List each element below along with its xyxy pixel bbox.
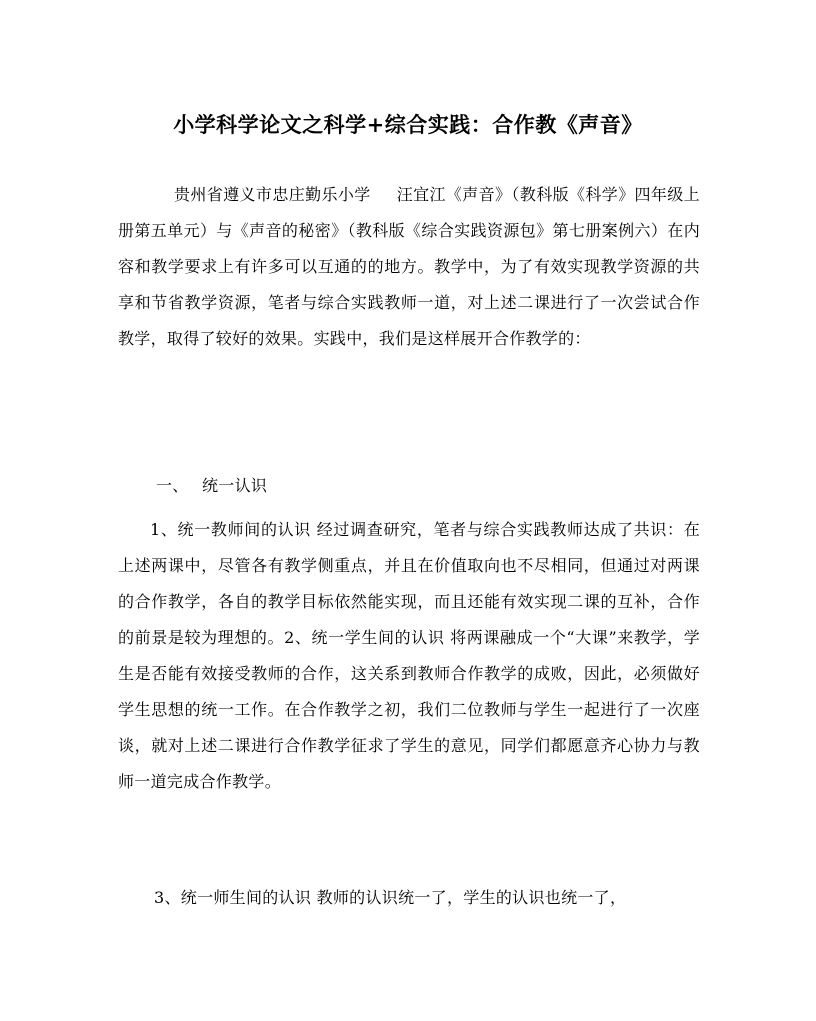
document-title: 小学科学论文之科学+综合实践：合作教《声音》 [173, 112, 643, 137]
intro-text: 《声音》（教科版《科学》四年级上册第五单元）与《声音的秘密》（教科版《综合实践资源包》第七册案例六）在内容和教学要求上有许多可以互通的的地方。教学中，为了有效实现教学资源的共享和节省教学资源，笔者与综合实践教师一道，对上述二课进行了一次尝试合作教学，取得了较好的效果。实践中，我们是这样展开合作教学的： [118, 185, 700, 348]
section-title: 统一认识 [202, 476, 268, 495]
section-heading [156, 468, 556, 504]
paragraph-teacher-student-consensus: 3、统一师生间的认识 教师的认识统一了，学生的认识也统一了， [154, 888, 627, 907]
section-number: 一、 [156, 476, 189, 495]
intro-paragraph [118, 177, 700, 357]
author-school: 贵州省遵义市忠庄勤乐小学 [174, 185, 371, 204]
paragraph-teacher-consensus: 1、统一教师间的认识 经过调查研究，笔者与综合实践教师达成了共识：在上述两课中，尽管各有教学侧重点，并且在价值取向也不尽相同，但通过对两课的合作教学，各自的教学目标依然能实现，而且还能有效实现二课的互补，合作的前景是较为理想的。2、统一学生间的认识 将两课融成一个“大课”来教学，学生是否能有效接受教师的合作，这关系到教师合作教学的成败，因此，必须做好学生思想的统一工作。在合作教学之初，我们二位教师与学生一起进行了一次座谈，就对上述二课进行合作教学征求了学生的意见，同学们都愿意齐心协力与教师一道完成合作教学。 [118, 520, 700, 791]
author-name: 汪宜江 [396, 185, 446, 204]
